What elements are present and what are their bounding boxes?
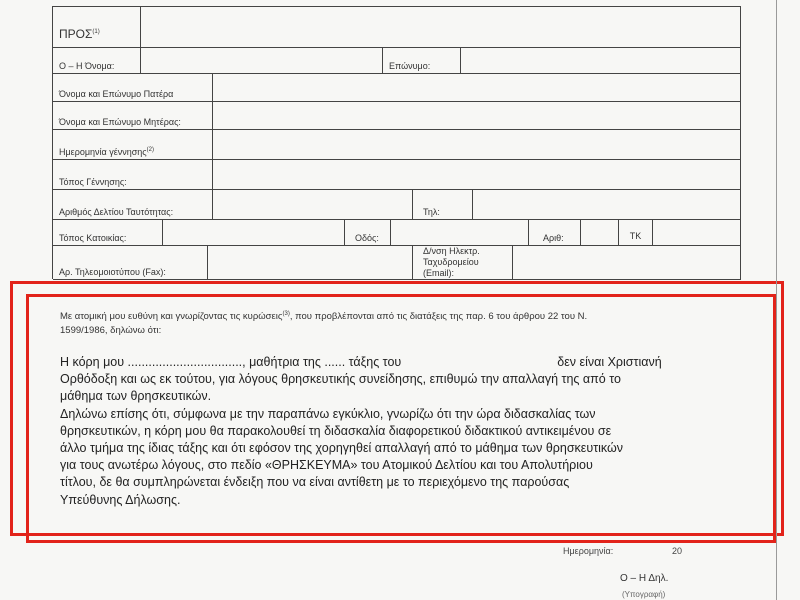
street-label-cell xyxy=(345,219,391,245)
body-line-2: Ορθόδοξη και ως εκ τούτου, για λόγους θρησκευτικής συνείδησης, επιθυμώ την απαλλαγή της από το xyxy=(60,372,621,387)
body-line-6: άλλο τμήμα της ίδιας τάξης και ότι εφόσον της χορηγηθεί απαλλαγή από το μάθημα των θρησκευτικών xyxy=(60,441,624,456)
zip-label-cell xyxy=(619,219,653,245)
phone-label: Τηλ: xyxy=(423,207,440,217)
email-field[interactable] xyxy=(513,245,741,279)
surname-field[interactable] xyxy=(461,47,741,73)
body-line-4: Δηλώνω επίσης ότι, σύμφωνα με την παραπάνω εγκύκλιο, γνωρίζω ότι την ώρα διδασκαλίας των xyxy=(60,406,596,421)
name-field[interactable] xyxy=(141,47,383,73)
highlight-frame-inner xyxy=(26,294,776,543)
row-to xyxy=(53,7,741,48)
intro-footnote: (3) xyxy=(282,311,290,317)
fax-label-cell xyxy=(53,245,208,279)
number-label-cell xyxy=(529,219,581,245)
intro-text-c: 1599/1986, δηλώνω ότι: xyxy=(60,325,162,337)
name-label: Ο – Η Όνομα: xyxy=(59,61,115,71)
date-label: Ημερομηνία: xyxy=(563,546,614,556)
signature-label: (Υπογραφή) xyxy=(622,590,666,599)
residence-label-cell xyxy=(53,219,163,245)
birthdate-label: Ημερομηνία γέννησης xyxy=(59,147,147,157)
row-father xyxy=(53,73,741,102)
row-birthdate xyxy=(53,129,741,160)
birthplace-label-cell xyxy=(53,159,213,189)
id-field[interactable] xyxy=(213,189,413,219)
row-birthplace xyxy=(53,159,741,190)
mother-label: Όνομα και Επώνυμο Μητέρας: xyxy=(59,117,181,127)
father-field[interactable] xyxy=(213,73,741,101)
email-label-cell xyxy=(413,245,513,279)
number-label: Αριθ: xyxy=(543,233,564,243)
phone-field[interactable] xyxy=(473,189,741,219)
residence-field[interactable] xyxy=(163,219,345,245)
name-label-cell xyxy=(53,47,141,73)
street-field[interactable] xyxy=(391,219,529,245)
phone-label-cell xyxy=(413,189,473,219)
email-label-line2: Ταχυδρομείου xyxy=(423,257,479,267)
row-id xyxy=(53,189,741,220)
id-label: Αριθμός Δελτίου Ταυτότητας: xyxy=(59,207,174,217)
row-contact xyxy=(53,245,741,280)
personal-details-table xyxy=(52,6,741,279)
birthplace-label: Τόπος Γέννησης: xyxy=(59,177,127,187)
body-line-3: μάθημα των θρησκευτικών. xyxy=(60,389,212,404)
to-footnote: (1) xyxy=(92,29,100,35)
body-line-1b: δεν είναι Χριστιανή xyxy=(557,355,662,369)
birthdate-footnote: (2) xyxy=(146,147,154,153)
body-line-9: Υπεύθυνης Δήλωσης. xyxy=(60,492,181,507)
residence-label: Τόπος Κατοικίας: xyxy=(59,233,127,243)
mother-field[interactable] xyxy=(213,101,741,129)
intro-text-a: Με ατομική μου ευθύνη και γνωρίζοντας τις κυρώσεις xyxy=(60,311,283,323)
surname-label: Επώνυμο: xyxy=(389,61,431,71)
birthdate-field[interactable] xyxy=(213,129,741,159)
fax-field[interactable] xyxy=(208,245,413,279)
intro-text-b: , που προβλέπονται από τις διατάξεις της παρ. 6 του άρθρου 22 του Ν. xyxy=(289,311,588,323)
number-field[interactable] xyxy=(581,219,619,245)
to-field[interactable] xyxy=(141,7,741,47)
body-line-1a: Η κόρη μου ................................., μαθήτρια της ...... τάξης του xyxy=(60,355,402,369)
father-label: Όνομα και Επώνυμο Πατέρα xyxy=(59,89,174,99)
body-line-7: για τους ανωτέρω λόγους, στο πεδίο «ΘΡΗΣΚΕΥΜΑ» του Ατομικού Δελτίου και του Απολυτήριου xyxy=(60,458,593,473)
zip-label: ΤΚ xyxy=(629,231,642,241)
birthplace-field[interactable] xyxy=(213,159,741,189)
to-label-cell xyxy=(53,7,141,47)
street-label: Οδός: xyxy=(355,233,379,243)
surname-label-cell xyxy=(383,47,461,73)
signer-label: Ο – Η Δηλ. xyxy=(620,573,669,584)
body-line-5: θρησκευτικών, η κόρη μου θα παρακολουθεί τη διδασκαλία διαφορετικού διδακτικού αντικειμένου σε xyxy=(60,423,612,438)
zip-field[interactable] xyxy=(653,219,741,245)
row-residence xyxy=(53,219,741,246)
birthdate-label-cell xyxy=(53,129,213,159)
email-label-line1: Δ/νση Ηλεκτρ. xyxy=(423,246,480,256)
body-line-8: τίτλου, δε θα συμπληρώνεται ένδειξη που να είναι αντίθετη με το περιεχόμενο της παρούσας xyxy=(60,475,570,490)
fax-label: Αρ. Τηλεομοιοτύπου (Fax): xyxy=(59,267,166,277)
father-label-cell xyxy=(53,73,213,101)
row-name xyxy=(53,47,741,74)
page-edge xyxy=(776,0,777,600)
id-label-cell xyxy=(53,189,213,219)
mother-label-cell xyxy=(53,101,213,129)
email-label-line3: (Email): xyxy=(423,268,454,278)
to-label: ΠΡΟΣ xyxy=(59,27,93,41)
row-mother xyxy=(53,101,741,130)
date-value: 20 xyxy=(672,546,683,556)
